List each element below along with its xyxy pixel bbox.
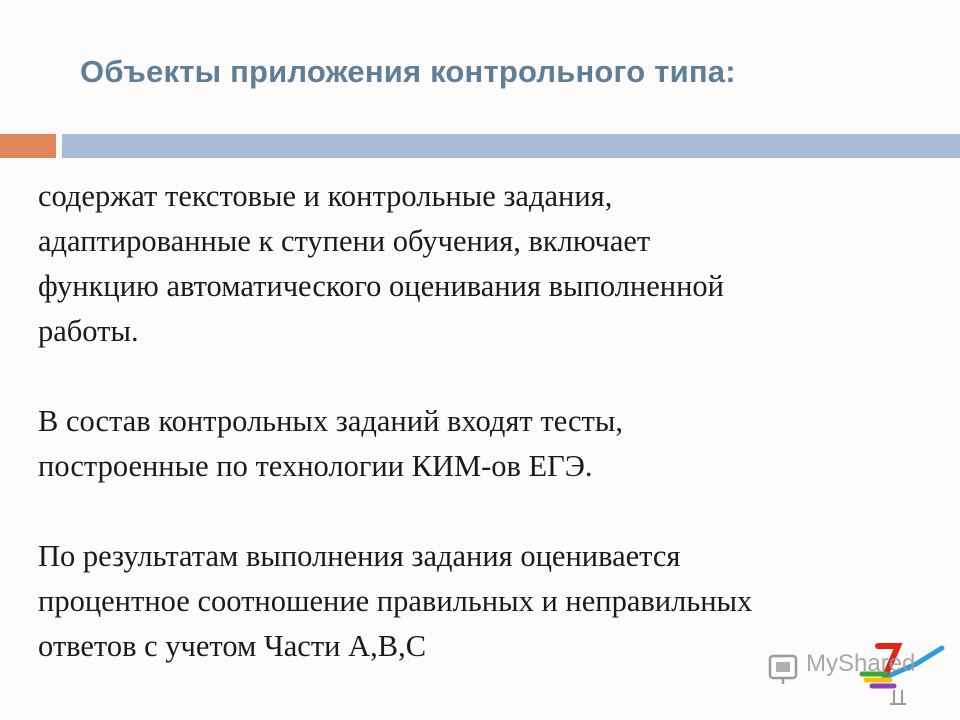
watermark-label: MyShared: [806, 650, 916, 677]
body-paragraph-3: По результатам выполнения задания оценивается процентное соотношение правильных и неправильных ответов с учетом Части А,В,С: [38, 539, 753, 663]
myshared-watermark: [766, 634, 956, 714]
body-paragraph-2: В состав контрольных заданий входят тесты, построенные по технологии КИМ-ов ЕГЭ.: [38, 404, 623, 483]
body-paragraph-1: содержат текстовые и контрольные задания, адаптированные к ступени обучения, включает функцию автоматического оценивания выполненной работы.: [38, 179, 724, 348]
accent-bar-blue: [62, 134, 960, 158]
slide-body: [38, 174, 938, 714]
slide-title: Объекты приложения контрольного типа:: [80, 54, 736, 89]
accent-bar-orange: [0, 134, 56, 158]
